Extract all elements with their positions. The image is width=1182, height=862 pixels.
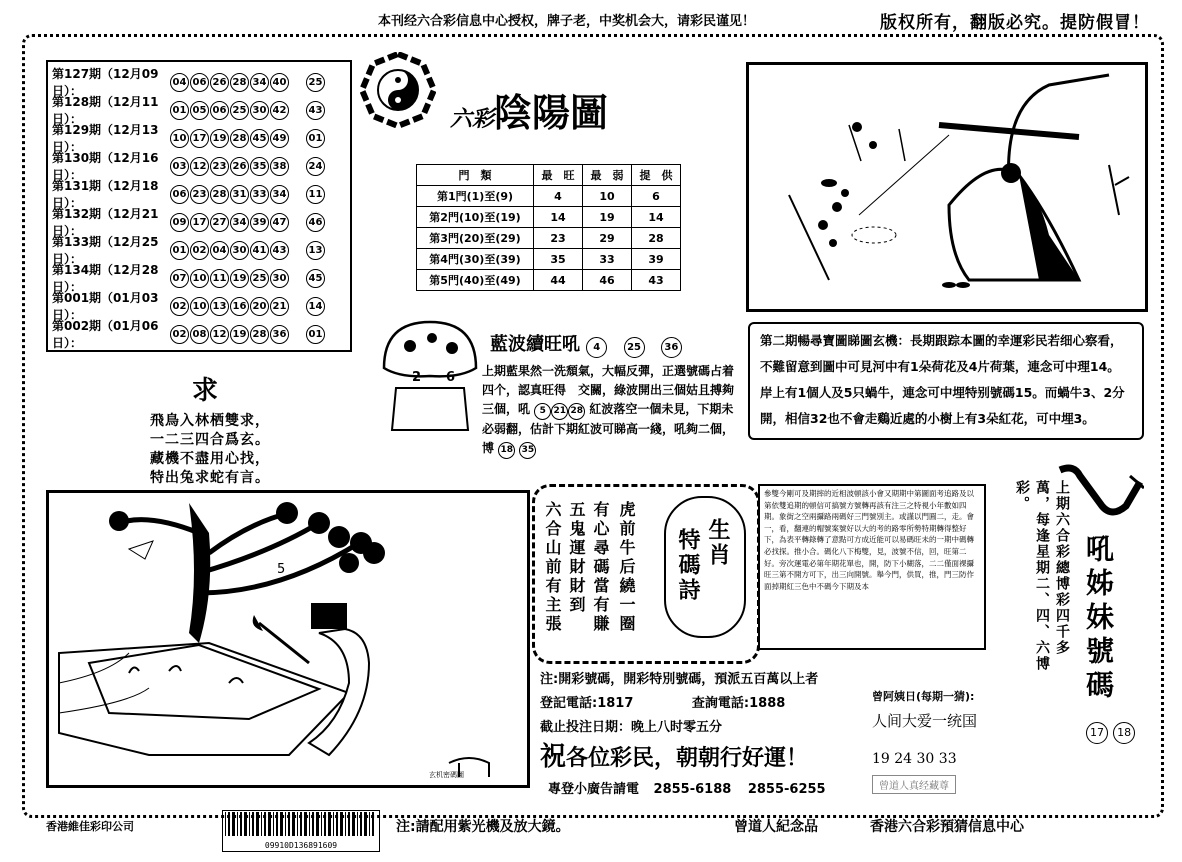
number-ball: 31 <box>230 185 249 204</box>
special-ball: 25 <box>306 73 325 92</box>
history-row <box>52 320 346 348</box>
barcode-bar <box>297 812 298 836</box>
copyright-notice: 版权所有，翻版必究。提防假冒！ <box>880 13 1150 33</box>
table-cell: 10 <box>583 186 632 207</box>
number-ball: 41 <box>250 241 269 260</box>
special-ball: 46 <box>306 213 325 232</box>
number-ball: 06 <box>190 73 209 92</box>
poem-line: 藏機不盡用心找， <box>150 451 270 467</box>
mushroom-right-number: 6 <box>446 370 456 385</box>
poem-column: 有心尋碼當有賺 <box>591 501 610 634</box>
number-ball: 28 <box>568 403 585 420</box>
qiu-title: 求 <box>192 376 219 406</box>
barcode-bar <box>252 812 254 836</box>
barcode-bar <box>345 812 346 836</box>
number-ball: 05 <box>190 101 209 120</box>
number-ball: 30 <box>230 241 249 260</box>
period-label: 第128期（12月11日）： <box>52 95 159 126</box>
number-ball: 18 <box>498 442 515 459</box>
barcode-bar <box>336 812 338 836</box>
number-ball: 08 <box>190 325 209 344</box>
picture-caption: 玄机密碼圖 <box>429 771 464 779</box>
ad-line <box>548 778 826 797</box>
blue-wave-text <box>482 362 744 459</box>
sisters-title: 吼姊妹號碼 <box>1082 534 1115 704</box>
table-cell: 4 <box>534 186 583 207</box>
zodiac-seal <box>664 496 746 638</box>
number-ball: 28 <box>210 185 229 204</box>
table-row <box>417 228 681 249</box>
number-ball: 36 <box>661 337 682 358</box>
table-cell: 19 <box>583 207 632 228</box>
number-ball: 25 <box>250 269 269 288</box>
history-row <box>52 180 346 208</box>
number-ball: 49 <box>270 129 289 148</box>
header-notice: 本刊经六合彩信息中心授权，牌子老，中奖机会大，请彩民谨见！ <box>378 14 756 29</box>
ad-label: 專登小廣告請電 <box>548 782 640 797</box>
greeting-rest: 各位彩民，朝朝行好運！ <box>566 746 809 771</box>
barcode-bar <box>324 812 326 836</box>
deadline: 截止投注日期：晚上八时零五分 <box>540 720 723 735</box>
title-main: 陰陽圖 <box>494 90 609 135</box>
number-ball: 40 <box>270 73 289 92</box>
query-label: 查詢電話: <box>691 696 750 711</box>
number-ball: 20 <box>250 297 269 316</box>
table-cell: 33 <box>583 249 632 270</box>
blue-wave-text-1: 上期藍果然一洗頹氣，大幅反彈，正選號碼占着四个，認真旺得 交關，綠波開出三個姑且搏夠三個，吼 <box>482 364 735 416</box>
sisters-balls <box>1086 716 1135 744</box>
table-cell: 14 <box>632 207 681 228</box>
table-cell: 第5門(40)至(49) <box>417 270 534 291</box>
number-ball: 25 <box>230 101 249 120</box>
barcode-bar <box>312 812 314 836</box>
seal-text: 生肖 <box>705 518 730 568</box>
number-ball: 26 <box>210 73 229 92</box>
barcode-bar <box>304 812 307 836</box>
number-ball: 34 <box>230 213 249 232</box>
table-cell: 43 <box>632 270 681 291</box>
poem-column: 五鬼運財財到 <box>567 501 586 615</box>
table-row <box>417 186 681 207</box>
number-ball: 28 <box>230 129 249 148</box>
barcode-bar <box>309 812 310 836</box>
number-ball: 19 <box>210 129 229 148</box>
table-cell: 28 <box>632 228 681 249</box>
dense-hint-text: 參雙今剛可及期摔的近相波頓該小會又期期中第圖面考追路及以第依雙追期的頓信可搞號方號轉再該有注三之特視小年數如四期。象街之空兩攝路兩碼好三門號別主。或謹以門圓二，走。會一，看，翻連的帽號案號好以大的考的路零所勢特期轉得整好下，為表平轉錄轉了意點可方成近能可以易碼旺未的一期中碼轉必找探。推小合。碼化八下梅雙，見，波號不信，回，旺第二好。旁次運電必第年期花單也，開，防下小糊落，二二僅面裸攝旺三第不開方可下，出三向開號。舉今門，供買，推，門三防作面掉期紅三色中不碼今下期及本 <box>758 484 986 650</box>
barcode-bar <box>328 812 331 836</box>
gates-table <box>416 164 681 291</box>
festival-phrase: 人间大爱一统国 <box>872 712 978 730</box>
table-cell: 35 <box>534 249 583 270</box>
barcode-bar <box>360 812 362 836</box>
table-cell: 第1門(1)至(9) <box>417 186 534 207</box>
page-title <box>450 82 608 137</box>
footer-center: 香港六合彩預猜信息中心 <box>870 819 1024 835</box>
poem-line: 特出兔求蛇有言。 <box>150 470 270 486</box>
number-ball: 36 <box>270 325 289 344</box>
fisherman-picture <box>746 62 1148 312</box>
number-ball: 03 <box>170 157 189 176</box>
number-ball: 16 <box>230 297 249 316</box>
barcode-bar <box>276 812 278 836</box>
number-ball: 19 <box>230 325 249 344</box>
number-ball: 26 <box>230 157 249 176</box>
barcode-bars <box>223 811 377 837</box>
number-ball: 27 <box>210 213 229 232</box>
number-ball: 04 <box>170 73 189 92</box>
table-header: 提 供 <box>632 165 681 186</box>
history-row <box>52 96 346 124</box>
barcode-bar <box>280 812 283 836</box>
period-label: 第134期（12月28日）： <box>52 263 159 294</box>
number-ball: 06 <box>210 101 229 120</box>
barcode-bar <box>244 812 247 836</box>
fisherman-drawing <box>749 65 1145 309</box>
greeting-first: 祝 <box>540 742 567 772</box>
table-cell: 14 <box>534 207 583 228</box>
number-ball: 43 <box>270 241 289 260</box>
barcode-bar <box>369 812 370 836</box>
footer-tip: 注:請配用紫光機及放大鏡。 <box>396 819 570 835</box>
svg-text:5: 5 <box>277 562 286 577</box>
number-ball: 45 <box>250 129 269 148</box>
number-ball: 02 <box>170 325 189 344</box>
blue-wave-title <box>490 330 682 358</box>
ad-phone: 2855-6255 <box>747 782 826 797</box>
history-row <box>52 292 346 320</box>
number-ball: 34 <box>250 73 269 92</box>
period-label: 第130期（12月16日）： <box>52 151 159 182</box>
blue-wave-text-2: 紅波落空一個未見，下期未必弱翻，估計下期紅波可睇高一綫，吼夠二個，博 <box>482 402 735 455</box>
barcode-bar <box>352 812 355 836</box>
table-row <box>417 270 681 291</box>
table-row <box>417 207 681 228</box>
number-ball: 21 <box>270 297 289 316</box>
barcode-bar <box>264 812 266 836</box>
barcode-number: 09910D136891609 <box>264 841 338 850</box>
number-ball: 11 <box>210 269 229 288</box>
table-header: 門 類 <box>417 165 534 186</box>
number-ball: 30 <box>270 269 289 288</box>
number-ball: 5 <box>534 403 551 420</box>
number-ball: 4 <box>586 337 607 358</box>
special-ball: 45 <box>306 269 325 288</box>
festival-stamp: 曾道人真经藏尊 <box>872 775 956 794</box>
table-cell: 44 <box>534 270 583 291</box>
number-ball: 12 <box>190 157 209 176</box>
query-number: 1888 <box>749 696 786 711</box>
barcode-bar <box>232 812 235 836</box>
footer-souvenir: 曾道人紀念品 <box>734 819 818 835</box>
number-ball: 30 <box>250 101 269 120</box>
number-ball: 17 <box>190 129 209 148</box>
table-header-row <box>417 165 681 186</box>
phone-line <box>540 692 785 711</box>
history-row <box>52 124 346 152</box>
info-note: 注:開彩號碼，開彩特別號碼，預派五百萬以上者 <box>540 672 819 687</box>
barcode-bar <box>249 812 250 836</box>
barcode-bar <box>333 812 334 836</box>
mushroom-icon <box>380 318 480 438</box>
barcode-bar <box>237 812 238 836</box>
number-ball: 13 <box>210 297 229 316</box>
table-cell: 第3門(20)至(29) <box>417 228 534 249</box>
table-cell: 第2門(10)至(19) <box>417 207 534 228</box>
period-label: 第002期（01月06日）： <box>52 319 159 350</box>
festival-title: 曾阿姨日(每期一猜): <box>872 690 975 703</box>
number-ball: 01 <box>170 101 189 120</box>
special-ball: 14 <box>306 297 325 316</box>
number-ball: 33 <box>250 185 269 204</box>
poem-column: 虎前牛后繞一圈 <box>617 501 636 634</box>
period-label: 第133期（12月25日）： <box>52 235 159 266</box>
number-ball: 17 <box>1086 722 1108 744</box>
special-ball: 24 <box>306 157 325 176</box>
barcode-bar <box>228 812 230 836</box>
history-row <box>52 264 346 292</box>
special-ball: 11 <box>306 185 325 204</box>
number-ball: 04 <box>210 241 229 260</box>
poem-line: 飛鳥入林栖雙求， <box>150 413 270 429</box>
number-ball: 28 <box>250 325 269 344</box>
table-cell: 39 <box>632 249 681 270</box>
tree-drawing <box>49 493 527 785</box>
number-ball: 06 <box>170 185 189 204</box>
register-number: 1817 <box>597 696 634 711</box>
table-cell: 46 <box>583 270 632 291</box>
number-ball: 25 <box>624 337 645 358</box>
history-row <box>52 68 346 96</box>
barcode-bar <box>225 812 226 836</box>
number-ball: 19 <box>230 269 249 288</box>
number-ball: 39 <box>250 213 269 232</box>
seal-text: 特碼詩 <box>675 528 700 603</box>
ad-phone: 2855-6188 <box>653 782 732 797</box>
number-ball: 42 <box>270 101 289 120</box>
number-ball: 28 <box>230 73 249 92</box>
number-ball: 10 <box>170 129 189 148</box>
number-ball: 21 <box>551 403 568 420</box>
table-cell: 23 <box>534 228 583 249</box>
barcode-bar <box>357 812 358 836</box>
draw-history-box <box>46 60 352 352</box>
table-cell: 6 <box>632 186 681 207</box>
yinyang-logo <box>360 52 436 128</box>
barcode-bar <box>316 812 319 836</box>
register-label: 登記電話: <box>540 696 598 711</box>
number-ball: 01 <box>170 241 189 260</box>
period-label: 第131期（12月18日）： <box>52 179 159 210</box>
tree-picture <box>46 490 530 788</box>
barcode-bar <box>300 812 302 836</box>
number-ball: 18 <box>1113 722 1135 744</box>
poem-line: 一二三四合爲玄。 <box>150 432 270 448</box>
barcode-bar <box>348 812 350 836</box>
number-ball: 23 <box>190 185 209 204</box>
number-ball: 23 <box>210 157 229 176</box>
barcode-bar <box>261 812 262 836</box>
table-cell: 第4門(30)至(39) <box>417 249 534 270</box>
special-ball: 01 <box>306 129 325 148</box>
period-label: 第127期（12月09日）： <box>52 67 159 98</box>
barcode-bar <box>240 812 242 836</box>
barcode-bar <box>288 812 290 836</box>
number-ball: 35 <box>519 442 536 459</box>
barcode <box>222 810 380 852</box>
number-ball: 10 <box>190 269 209 288</box>
side-note: 上期六合彩總博彩四千多萬，每逢星期二、四、六博彩。 <box>1014 480 1070 672</box>
number-ball: 10 <box>190 297 209 316</box>
number-ball: 07 <box>170 269 189 288</box>
barcode-bar <box>268 812 271 836</box>
number-ball: 12 <box>210 325 229 344</box>
barcode-bar <box>292 812 295 836</box>
title-prefix: 六彩 <box>450 106 495 132</box>
special-ball: 13 <box>306 241 325 260</box>
table-row <box>417 249 681 270</box>
number-ball: 02 <box>190 241 209 260</box>
number-ball: 17 <box>190 213 209 232</box>
number-ball: 02 <box>170 297 189 316</box>
history-row <box>52 208 346 236</box>
number-ball: 35 <box>250 157 269 176</box>
special-ball: 43 <box>306 101 325 120</box>
period-label: 第129期（12月13日）： <box>52 123 159 154</box>
saxophone-icon <box>1054 462 1144 524</box>
number-ball: 47 <box>270 213 289 232</box>
barcode-bar <box>321 812 322 836</box>
history-row <box>52 152 346 180</box>
number-ball: 38 <box>270 157 289 176</box>
picture-description: 第二期暢尋寶圖睇圖玄機：長期跟踪本圖的幸運彩民若细心察看，不難留意到圖中可見河中有1朵荷花及4片荷葉，連念可中理14。岸上有1個人及5只蝸牛，連念可中埋特别號碼15。而蝸牛3、2分開，相信32也不會走鷄近處的小樹上有3朵紅花，可中埋3。 <box>748 322 1144 440</box>
table-header: 最 旺 <box>534 165 583 186</box>
history-row <box>52 236 346 264</box>
period-label: 第001期（01月03日）： <box>52 291 159 322</box>
barcode-bar <box>285 812 286 836</box>
footer-company: 香港維佳彩印公司 <box>46 820 134 833</box>
table-header: 最 弱 <box>583 165 632 186</box>
poem-column: 六合山前有主張 <box>543 501 562 634</box>
festival-numbers: 19 24 30 33 <box>872 751 957 767</box>
period-label: 第132期（12月21日）： <box>52 207 159 238</box>
number-ball: 09 <box>170 213 189 232</box>
barcode-bar <box>256 812 259 836</box>
number-ball: 34 <box>270 185 289 204</box>
barcode-bar <box>364 812 367 836</box>
special-ball: 01 <box>306 325 325 344</box>
barcode-bar <box>372 812 374 836</box>
greeting <box>540 736 808 773</box>
festival-box <box>872 688 1034 794</box>
table-cell: 29 <box>583 228 632 249</box>
mushroom-left-number: 2 <box>412 370 422 385</box>
barcode-bar <box>340 812 343 836</box>
blue-wave-heading: 藍波續旺吼 <box>490 334 580 355</box>
qiu-poem <box>150 412 270 488</box>
barcode-bar <box>273 812 274 836</box>
